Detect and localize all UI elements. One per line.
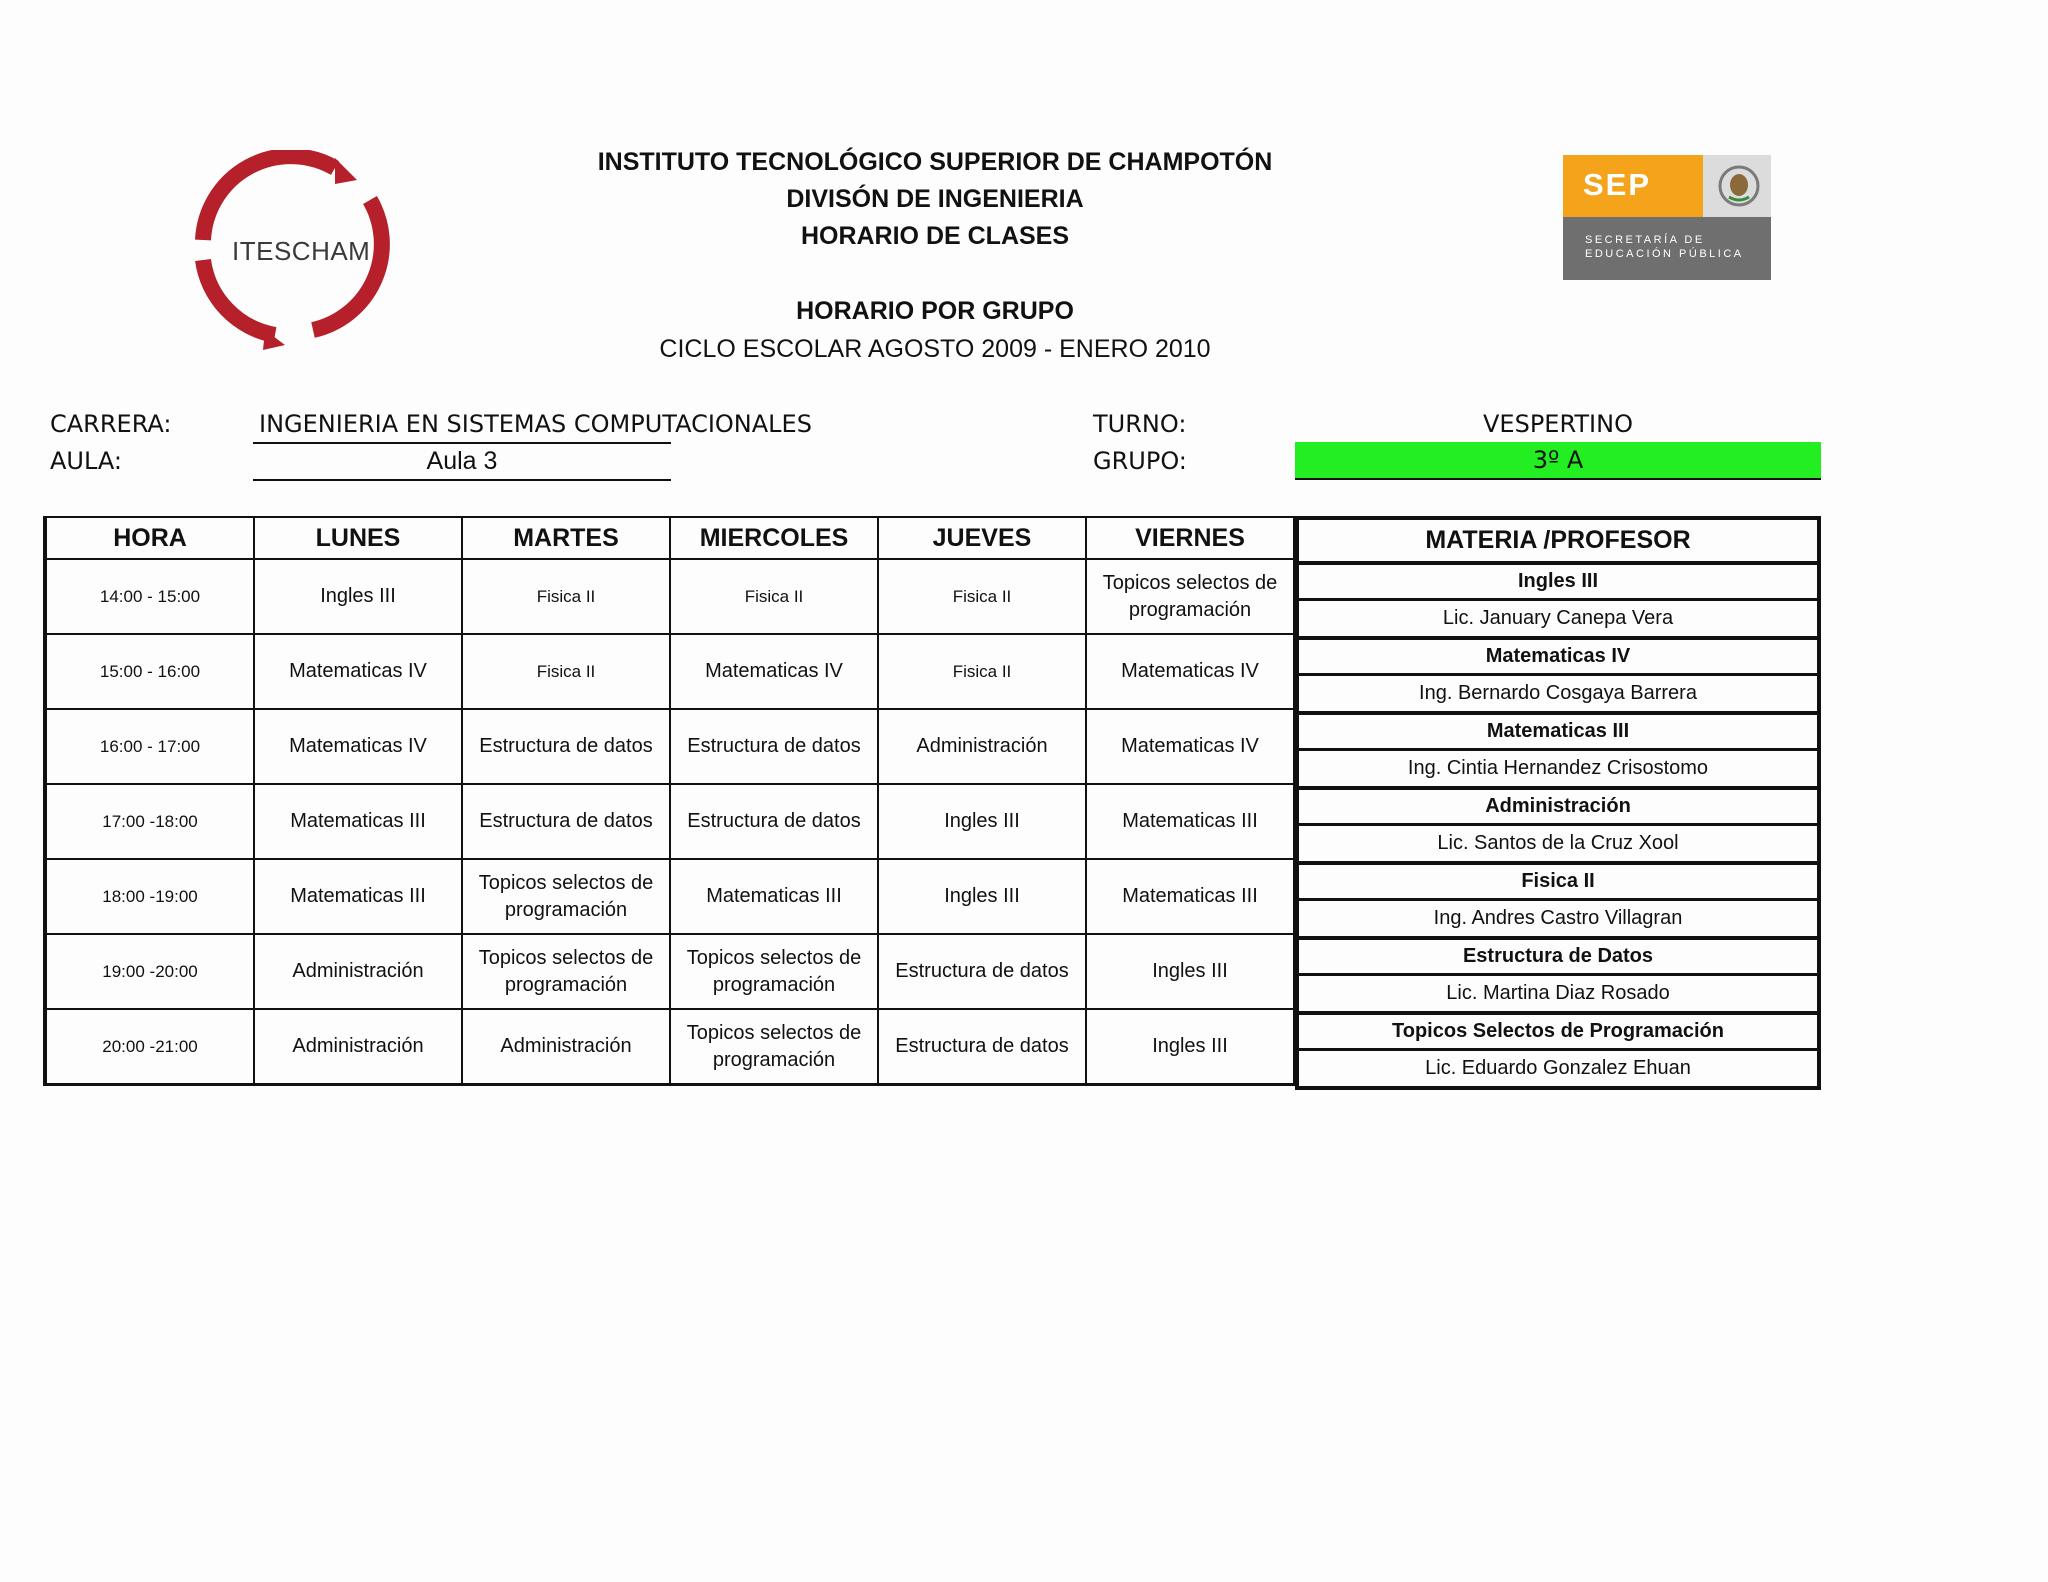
class-cell: Fisica II <box>462 634 670 709</box>
time-slot-cell: 19:00 -20:00 <box>45 934 254 1009</box>
time-slot-cell: 20:00 -21:00 <box>45 1009 254 1085</box>
schedule-row <box>45 1009 1294 1085</box>
subject-name: Fisica II <box>1297 863 1819 900</box>
document-header <box>530 144 1340 368</box>
subject-name: Matematicas III <box>1297 713 1819 750</box>
schedule-header-viernes: VIERNES <box>1086 517 1294 559</box>
class-cell: Topicos selectos de programación <box>670 1009 878 1085</box>
class-cell: Matematicas III <box>1086 784 1294 859</box>
class-cell: Fisica II <box>878 559 1086 634</box>
class-cell: Topicos selectos de programación <box>670 934 878 1009</box>
schedule-header-miercoles: MIERCOLES <box>670 517 878 559</box>
schedule-header-hora: HORA <box>45 517 254 559</box>
carrera-value: INGENIERIA EN SISTEMAS COMPUTACIONALES <box>253 410 671 444</box>
document-title: HORARIO DE CLASES <box>800 222 1070 250</box>
schedule-row <box>45 559 1294 634</box>
itescham-logo-text: ITESCHAM <box>232 236 371 266</box>
grupo-value: 3º A <box>1295 442 1821 480</box>
professor-name: Lic. Martina Diaz Rosado <box>1297 975 1819 1014</box>
class-cell: Matematicas IV <box>1086 709 1294 784</box>
time-slot-cell: 15:00 - 16:00 <box>45 634 254 709</box>
subjects-table <box>1295 516 1821 1090</box>
turno-label: TURNO: <box>1093 410 1187 438</box>
turno-value: VESPERTINO <box>1295 410 1821 444</box>
time-slot-cell: 14:00 - 15:00 <box>45 559 254 634</box>
aula-value: Aula 3 <box>253 447 671 481</box>
class-cell: Matematicas IV <box>254 709 462 784</box>
time-slot-cell: 18:00 -19:00 <box>45 859 254 934</box>
schedule-row <box>45 859 1294 934</box>
division-name: DIVISÓN DE INGENIERIA <box>786 185 1084 213</box>
carrera-label: CARRERA: <box>50 410 172 438</box>
class-cell: Ingles III <box>878 859 1086 934</box>
professor-name: Lic. Eduardo Gonzalez Ehuan <box>1425 1057 1691 1079</box>
schedule-row <box>45 784 1294 859</box>
class-cell: Estructura de datos <box>878 1009 1086 1085</box>
class-cell: Matematicas III <box>1086 859 1294 934</box>
professor-name: Ing. Bernardo Cosgaya Barrera <box>1297 675 1819 714</box>
sep-logo-text: SEP <box>1583 167 1652 202</box>
class-cell: Fisica II <box>462 559 670 634</box>
class-cell: Estructura de datos <box>878 934 1086 1009</box>
class-cell: Ingles III <box>1086 1009 1294 1085</box>
class-cell: Estructura de datos <box>670 709 878 784</box>
class-cell: Estructura de datos <box>462 784 670 859</box>
class-cell: Matematicas IV <box>254 634 462 709</box>
class-cell: Fisica II <box>670 559 878 634</box>
schedule-body <box>45 559 1294 1085</box>
class-cell: Matematicas III <box>254 859 462 934</box>
subject-name: Administración <box>1297 788 1819 825</box>
class-cell: Fisica II <box>878 634 1086 709</box>
class-cell: Topicos selectos de programación <box>1086 559 1294 634</box>
schedule-header-row <box>45 517 1294 559</box>
subject-name: Matematicas IV <box>1297 638 1819 675</box>
schedule-header-jueves: JUEVES <box>878 517 1086 559</box>
professor-name: Ing. Andres Castro Villagran <box>1297 900 1819 939</box>
class-cell: Matematicas III <box>670 859 878 934</box>
schedule-row <box>45 709 1294 784</box>
institute-name: INSTITUTO TECNOLÓGICO SUPERIOR DE CHAMPOTÓN <box>597 148 1273 176</box>
class-cell: Administración <box>254 934 462 1009</box>
professor-name: Lic. Santos de la Cruz Xool <box>1297 825 1819 864</box>
grupo-label: GRUPO: <box>1093 447 1187 475</box>
sep-logo-subtext: SECRETARÍA DE EDUCACIÓN PÚBLICA <box>1585 234 1744 260</box>
schedule-row <box>45 634 1294 709</box>
professor-name: Ing. Cintia Hernandez Crisostomo <box>1297 750 1819 789</box>
document-subtitle: HORARIO POR GRUPO <box>796 297 1074 325</box>
class-cell: Topicos selectos de programación <box>462 859 670 934</box>
sep-logo <box>1563 155 1771 280</box>
time-slot-cell: 16:00 - 17:00 <box>45 709 254 784</box>
class-cell: Matematicas IV <box>670 634 878 709</box>
class-cell: Estructura de datos <box>670 784 878 859</box>
class-cell: Administración <box>462 1009 670 1085</box>
subjects-header: MATERIA /PROFESOR <box>1297 518 1819 563</box>
schedule-header-lunes: LUNES <box>254 517 462 559</box>
subject-name: Estructura de Datos <box>1297 938 1819 975</box>
class-cell: Topicos selectos de programación <box>462 934 670 1009</box>
professor-name: Lic. January Canepa Vera <box>1297 600 1819 639</box>
schedule-header-martes: MARTES <box>462 517 670 559</box>
mexican-eagle-icon <box>1717 163 1761 209</box>
subject-name: Topicos Selectos de Programación <box>1297 1013 1819 1050</box>
schedule-row <box>45 934 1294 1009</box>
class-cell: Estructura de datos <box>462 709 670 784</box>
class-cell: Administración <box>878 709 1086 784</box>
class-cell: Ingles III <box>878 784 1086 859</box>
class-cell: Administración <box>254 1009 462 1085</box>
class-cell: Ingles III <box>1086 934 1294 1009</box>
school-cycle: CICLO ESCOLAR AGOSTO 2009 - ENERO 2010 <box>659 335 1211 363</box>
class-cell: Ingles III <box>254 559 462 634</box>
time-slot-cell: 17:00 -18:00 <box>45 784 254 859</box>
schedule-table <box>43 516 1295 1086</box>
class-cell: Matematicas IV <box>1086 634 1294 709</box>
class-cell: Matematicas III <box>254 784 462 859</box>
aula-label: AULA: <box>50 447 122 475</box>
subject-name: Ingles III <box>1297 563 1819 600</box>
